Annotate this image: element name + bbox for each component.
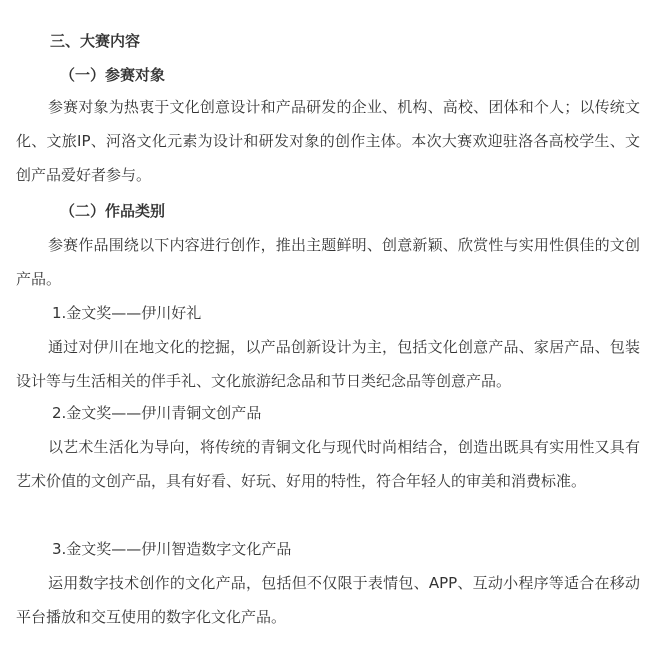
subsection-heading-participants: （一）参赛对象 [60, 66, 166, 84]
category-title-1: 1.金文奖——伊川好礼 [52, 304, 202, 322]
category-body-1: 通过对伊川在地文化的挖掘，以产品创新设计为主，包括文化创意产品、家居产品、包装设计等与生活相关的伴手礼、文化旅游纪念品和节日类纪念品等创意产品。 [16, 338, 640, 390]
categories-intro-paragraph: 参赛作品围绕以下内容进行创作，推出主题鲜明、创意新颖、欣赏性与实用性俱佳的文创产品。 [16, 236, 640, 288]
section-heading: 三、大赛内容 [50, 32, 141, 50]
subsection-heading-categories: （二）作品类别 [60, 202, 166, 220]
category-title-3: 3.金文奖——伊川智造数字文化产品 [52, 540, 292, 558]
category-body-2: 以艺术生活化为导向，将传统的青铜文化与现代时尚相结合，创造出既具有实用性又具有艺术价值的文创产品，具有好看、好玩、好用的特性，符合年轻人的审美和消费标准。 [16, 438, 640, 490]
category-title-2: 2.金文奖——伊川青铜文创产品 [52, 404, 262, 422]
category-body-3: 运用数字技术创作的文化产品，包括但不仅限于表情包、APP、互动小程序等适合在移动平台播放和交互使用的数字化文化产品。 [16, 574, 640, 626]
participants-paragraph: 参赛对象为热衷于文化创意设计和产品研发的企业、机构、高校、团体和个人；以传统文化、文旅IP、河洛文化元素为设计和研发对象的创作主体。本次大赛欢迎驻洛各高校学生、文创产品爱好者参与。 [16, 98, 640, 184]
